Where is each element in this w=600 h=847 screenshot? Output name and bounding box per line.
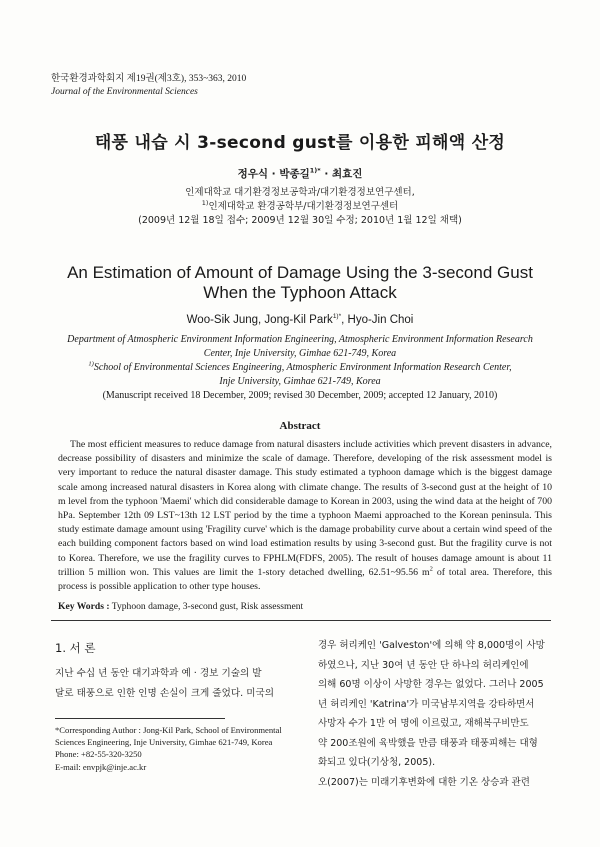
affil-ko-line1: 인제대학교 대기환경정보공학과/대기환경정보연구센터, xyxy=(185,187,415,198)
right-line1: 경우 허리케인 'Galveston'에 의해 약 8,000명이 사망 xyxy=(318,640,545,651)
abstract-text: The most efficient measures to reduce damage from natural disasters include activities which prevent disasters in advance, decrease possibility of disasters and minimize the scale of damage. Therefore, developing of the risk assessment model is very important to reduce the natural disaster damage. This study estimated a typhoon damage which is the biggest damage scale among increased natural disasters in Korea along with climate change. The results of 3-second gust at the height of 10 m level from the typhoon 'Maemi' which did considerable damage to Korean in 2003, using the wind data at the height of 700 hPa. September 12th 09 LST~13th 12 LST period by the time a typhoon Maemi approached to the Korean peninsula. This study estimate damage amount using 'Fragility curve' which is the damage probability curve about a certain wind speed of the each building component factors based on wind load estimation results by using 3-second gust. But the fragility curve is not to Korea. Therefore, we use the fragility curves to FPHLM(FDFS, 2005). The result of houses damage amount is about 11 trillion 5 million won. This values are limit the 1-story detached dwelling, 62.51~95.56 m xyxy=(58,439,552,578)
authors-english xyxy=(0,314,600,326)
affil-ko-line2 xyxy=(0,200,600,214)
footnote-line2: Sciences Engineering, Inje University, Gimhae 621-749, Korea xyxy=(55,737,273,748)
manuscript-dates: (Manuscript received 18 December, 2009; revised 30 December, 2009; accepted 12 January, 2010) xyxy=(102,390,498,401)
right-line5: 사망자 수가 1만 여 명에 이르렀고, 재해복구비만도 xyxy=(318,718,529,729)
authors-ko-rest: · 최효진 xyxy=(320,168,363,180)
abstract-body xyxy=(58,438,552,594)
affiliation-korean xyxy=(0,186,600,228)
affil-en-line2: Center, Inje University, Gimhae 621-749, Korea xyxy=(203,348,397,359)
intro-line1: 지난 수십 년 동안 대기과학과 예 · 경보 기술의 발 xyxy=(55,668,262,679)
footnote xyxy=(55,724,282,773)
authors-ko-sup: 1)* xyxy=(309,166,321,175)
journal-name-en: Journal of the Environmental Sciences xyxy=(51,87,198,97)
footnote-phone: Phone: +82-55-320-3250 xyxy=(55,749,142,760)
abstract-unit-sup: 2 xyxy=(429,565,433,573)
journal-header xyxy=(51,73,246,99)
affil-en-line4: Inje University, Gimhae 621-749, Korea xyxy=(219,376,381,387)
authors-korean xyxy=(0,166,600,181)
intro-right-column xyxy=(318,636,554,792)
footnote-email: E-mail: envpjk@inje.ac.kr xyxy=(55,761,147,772)
right-line6: 약 200조원에 육박했을 만큼 태풍과 태풍피해는 대형 xyxy=(318,737,538,749)
authors-en-rest: , Hyo-Jin Choi xyxy=(341,314,414,326)
section-heading-intro: 1. 서 론 xyxy=(55,641,96,655)
journal-citation-ko: 한국환경과학회지 제19권(제3호), 353~363, 2010 xyxy=(51,74,247,84)
title-en-line1: An Estimation of Amount of Damage Using the 3-second Gust xyxy=(67,263,533,282)
keywords-label: Key Words : xyxy=(58,601,110,612)
affil-en-line3-text: School of Environmental Sciences Engineering, Atmospheric Environment Information Research Center, xyxy=(93,362,512,373)
right-line3: 의해 60명 이상이 사망한 경우는 없었다. 그러나 2005 xyxy=(318,679,544,690)
abstract-text-end: of total area. Therefore, this process is possible application to other type houses. xyxy=(58,566,552,593)
footnote-line1: *Corresponding Author : Jong-Kil Park, School of Environmental xyxy=(55,725,282,735)
right-line7: 화되고 있다(기상청, 2005). xyxy=(318,757,436,768)
title-korean: 태풍 내습 시 3-second gust를 이용한 피해액 산정 xyxy=(94,133,506,153)
title-english xyxy=(0,263,600,303)
affil-en-line3 xyxy=(40,361,560,375)
authors-en-sup: 1)* xyxy=(332,313,342,321)
affil-en-line3-sup: 1) xyxy=(88,360,94,368)
keywords-value: Typhoon damage, 3-second gust, Risk assessment xyxy=(109,601,304,612)
affil-ko-line2-sup: 1) xyxy=(201,198,209,207)
right-line8: 오(2007)는 미래기후변화에 대한 기온 상승과 관련 xyxy=(318,776,530,788)
keywords xyxy=(58,601,303,612)
dates-korean: (2009년 12월 18일 접수; 2009년 12월 30일 수정; 2010년 1월 12일 채택) xyxy=(138,215,462,226)
section-divider xyxy=(51,620,551,621)
title-en-line2: When the Typhoon Attack xyxy=(203,283,397,302)
abstract-heading: Abstract xyxy=(279,420,321,432)
intro-left-column xyxy=(55,664,300,703)
authors-en-main: Woo-Sik Jung, Jong-Kil Park xyxy=(186,314,333,326)
right-line2: 하였으나, 지난 30여 년 동안 단 하나의 허리케인에 xyxy=(318,659,529,671)
right-line4: 년 허리케인 'Katrina'가 미국남부지역을 강타하면서 xyxy=(318,698,535,710)
affiliation-english xyxy=(40,333,560,403)
intro-line2: 달로 태풍으로 인한 인명 손실이 크게 줄었다. 미국의 xyxy=(55,687,275,699)
footnote-divider xyxy=(55,718,225,719)
affil-ko-line2-text: 인제대학교 환경공학부/대기환경정보연구센터 xyxy=(208,201,399,212)
authors-ko-main: 정우식 · 박종길 xyxy=(237,168,310,180)
affil-en-line1: Department of Atmospheric Environment Information Engineering, Atmospheric Environment Information Research xyxy=(67,334,533,345)
